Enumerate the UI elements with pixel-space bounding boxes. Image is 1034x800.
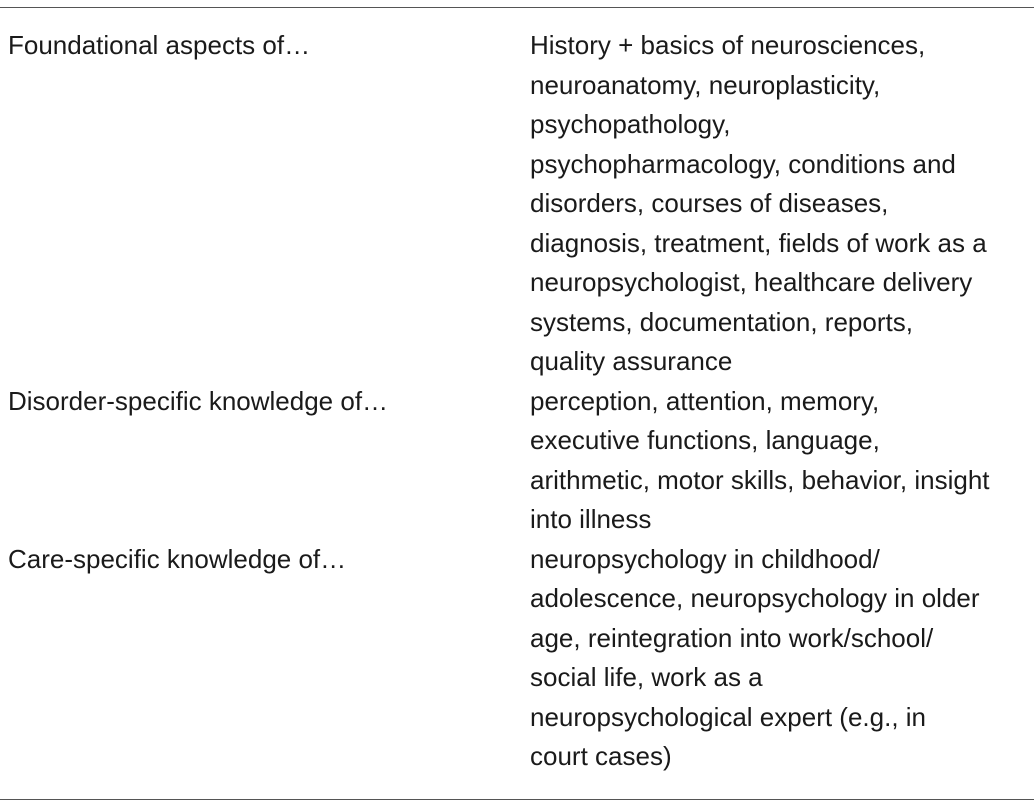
content-line: neuropsychology in childhood/: [530, 543, 880, 574]
content-line: psychopathology,: [530, 109, 731, 139]
content-line: psychopharmacology, conditions and: [530, 148, 956, 179]
row-content: [522, 382, 1026, 540]
row-label: Disorder-specific knowledge of…: [8, 385, 389, 416]
content-line: perception, attention, memory,: [530, 385, 880, 416]
row-label: Care-specific knowledge of…: [8, 543, 347, 574]
content-line: diagnosis, treatment, fields of work as a: [530, 227, 987, 258]
content-line: neuropsychologist, healthcare delivery: [530, 267, 973, 297]
content-line: arithmetic, motor skills, behavior, insight: [530, 464, 990, 495]
content-line: social life, work as a: [530, 662, 763, 692]
knowledge-table: [0, 7, 1034, 800]
table-body: [0, 8, 1034, 799]
content-line: age, reintegration into work/school/: [530, 622, 934, 653]
content-line: court cases): [530, 741, 672, 771]
table-row-disorder-specific: [0, 382, 1034, 540]
table-row-care-specific: [0, 540, 1034, 777]
row-content: [522, 26, 1026, 382]
table-row-foundational: [0, 26, 1034, 382]
row-label: Foundational aspects of…: [8, 30, 311, 60]
content-line: quality assurance: [530, 346, 733, 376]
row-content: [522, 540, 1026, 777]
content-line: History + basics of neurosciences,: [530, 30, 926, 60]
content-line: adolescence, neuropsychology in older: [530, 583, 980, 613]
content-line: neuroanatomy, neuroplasticity,: [530, 69, 881, 100]
content-line: executive functions, language,: [530, 425, 880, 455]
content-line: neuropsychological expert (e.g., in: [530, 701, 927, 732]
content-line: systems, documentation, reports,: [530, 306, 913, 337]
content-line: disorders, courses of diseases,: [530, 188, 889, 218]
content-line: into illness: [530, 504, 652, 534]
